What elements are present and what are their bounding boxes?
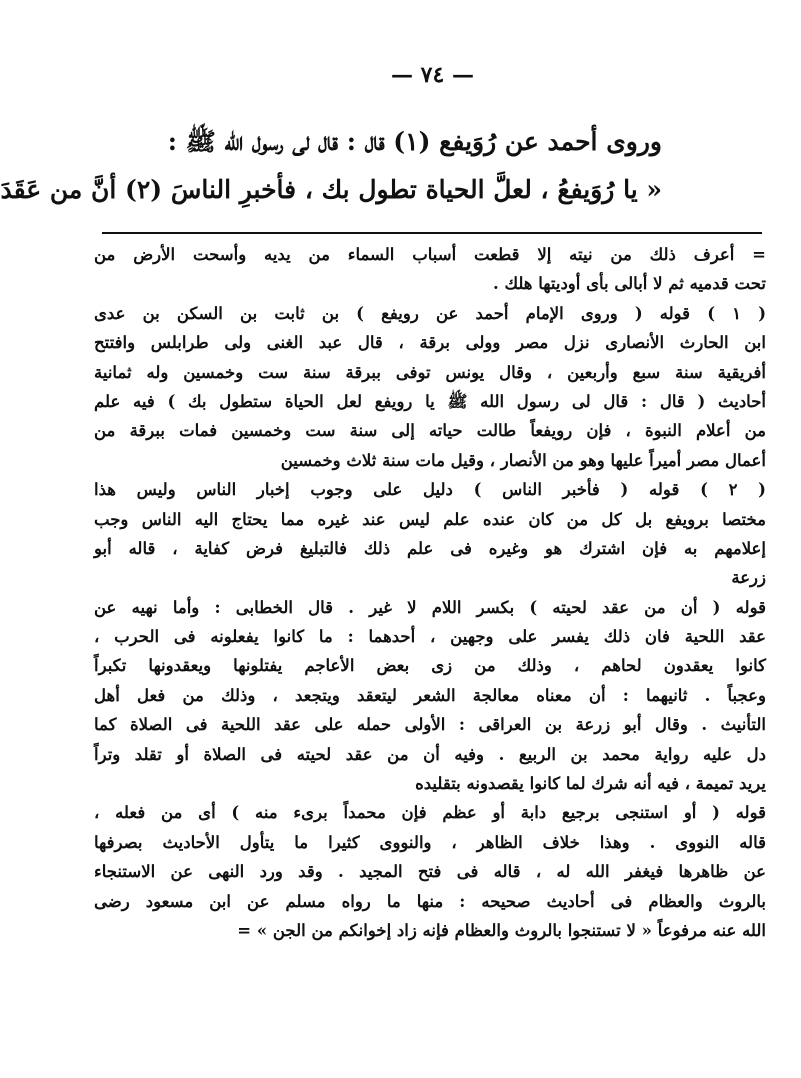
note-line: ( ٢ ) قوله ( فأخبر الناس ) دليل على وجوب إخبار الناس وليس هذا: [94, 480, 766, 500]
page-number: — ٧٤ —: [391, 62, 474, 88]
note-line: من أعلام النبوة ، فإن رويفعاً طالت حياته إلى سنة ست وخمسين فمات ببرقة من: [94, 421, 766, 441]
note-line: يريد تميمة ، فيه أنه شرك لما كانوا يقصدونه بتقليده: [415, 774, 766, 794]
note-line: دل عليه رواية محمد بن الربيع . وفيه أن من عقد لحيته فى الصلاة أو تقلد وتراً: [94, 744, 766, 764]
note-line: عقد اللحية فان ذلك يفسر على وجهين ، أحدهما : ما كانوا يفعلونه فى الحرب ،: [94, 627, 766, 647]
commentary-paragraph-2: [94, 798, 766, 945]
commentary-paragraph-1: [94, 593, 766, 799]
note-line: وعجباً . ثانيهما : أن معناه معالجة الشعر ليتعقد ويتجعد ، وذلك من فعل أهل: [94, 685, 766, 705]
main-text: [0, 118, 662, 214]
note-line: قوله ( أو استنجى برجيع دابة أو عظم فإن محمداً برىء منه ) أى من فعله ،: [94, 803, 766, 823]
note-line: ( ١ ) قوله ( وروى الإمام أحمد عن رويفع ) بن ثابت بن السكن بن عدى: [94, 303, 767, 323]
footnote-1: [94, 299, 766, 475]
footnotes: [94, 240, 766, 945]
note-line: التأنيث . وقال أبو زرعة بن العراقى : الأولى حمله على عقد اللحية فى الصلاة كما: [94, 715, 766, 735]
note-line: إعلامهم به فإن اشترك هو وغيره فى علم ذلك فالتبليغ فرض كفاية ، قاله أبو: [94, 538, 766, 558]
note-line: زرعة: [731, 568, 766, 588]
note-line: قوله ( أن من عقد لحيته ) بكسر اللام لا غير . قال الخطابى : وأما نهيه عن: [94, 597, 766, 617]
note-line: بالروث والعظام فى أحاديث صحيحه : منها ما رواه مسلم عن ابن مسعود رضى: [94, 891, 766, 911]
note-line: أعمال مصر أميراً عليها وهو من الأنصار ، وقيل مات سنة ثلاث وخمسين: [280, 450, 766, 470]
main-text-line-1: وروى أحمد عن رُوَيفع (١) قال : قال لى رسول الله ﷺ :: [167, 127, 662, 156]
continuation-note: [94, 240, 766, 299]
footnote-2: [94, 475, 766, 593]
note-line: تحت قدميه ثم لا أبالى بأى أوديتها هلك .: [492, 274, 766, 294]
footnote-divider: [102, 232, 762, 234]
main-text-line-2: « يا رُوَيفعُ ، لعلَّ الحياة تطول بك ، فأخبرِ الناسَ (٢) أنَّ من عَقَدَ: [0, 175, 662, 204]
note-line: قاله النووى . وهذا خلاف الظاهر ، والنووى كثيرا ما يتأول الأحاديث بصرفها: [94, 832, 766, 852]
note-line: ابن الحارث الأنصارى نزل مصر وولى برقة ، قال عبد الغنى ولى طرابلس وافتتح: [94, 333, 766, 353]
note-line: الله عنه مرفوعاً « لا تستنجوا بالروث والعظام فإنه زاد إخوانكم من الجن » =: [237, 920, 766, 940]
note-line: مختصا برويفع بل كل من كان عنده علم ليس عند غيره مما يحتاج اليه الناس وجب: [94, 509, 766, 529]
note-line: أفريقية سنة سبع وأربعين ، وقال يونس توفى ببرقة سنة ست وخمسين وله ثمانية: [94, 362, 766, 382]
note-line: عن ظاهرها فيغفر الله له ، قاله فى فتح المجيد . وقد ورد النهى عن الاستنجاء: [94, 862, 766, 882]
note-line: كانوا يعقدون لحاهم ، وذلك من زى بعض الأعاجم يفتلونها ويعقدونها تكبراً: [94, 656, 766, 676]
note-line: = أعرف ذلك من نيته إلا قطعت أسباب السماء من يديه وأسحت الأرض من: [94, 245, 766, 264]
note-line: أحاديث ( قال : قال لى رسول الله ﷺ يا رويفع لعل الحياة ستطول بك ) فيه علم: [94, 391, 766, 411]
